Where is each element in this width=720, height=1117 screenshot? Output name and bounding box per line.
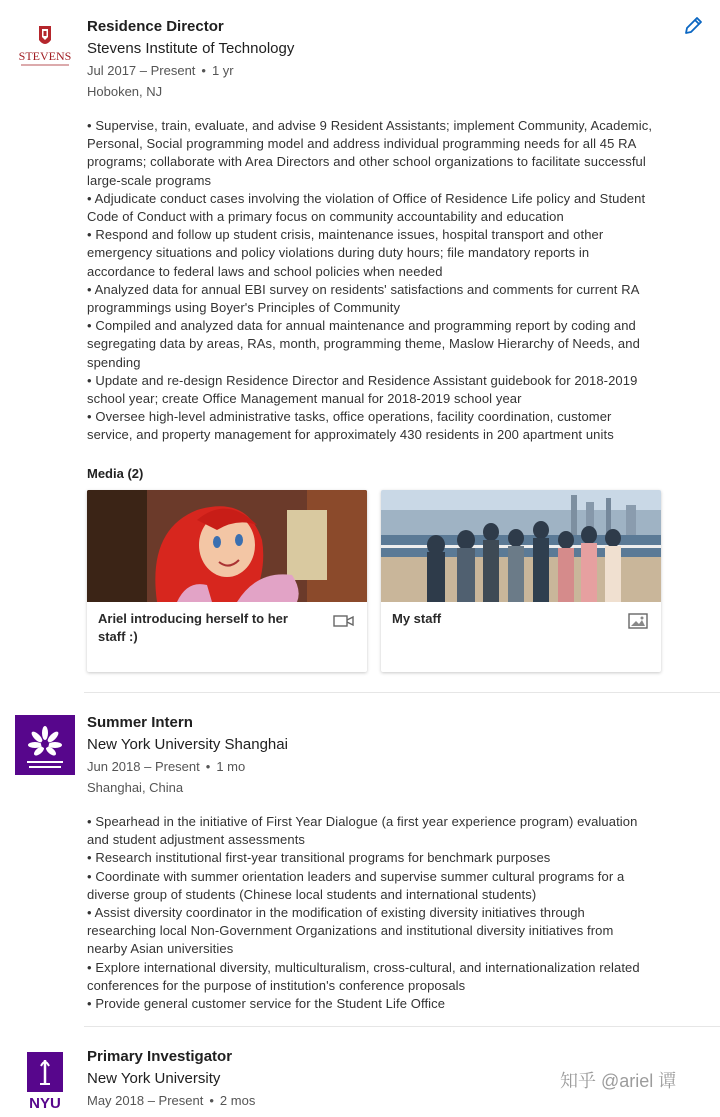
- job-title[interactable]: Residence Director: [87, 18, 224, 35]
- media-caption[interactable]: Ariel introducing herself to her staff :): [98, 611, 288, 644]
- job-description: [87, 117, 657, 445]
- nyu-logo[interactable]: [15, 1052, 75, 1112]
- company-name[interactable]: New York University Shanghai: [87, 736, 288, 753]
- ariel-thumbnail[interactable]: [87, 490, 367, 602]
- description-bullet: • Coordinate with summer orientation leaders and supervise summer cultural programs for a diverse group of students (Chinese local students and international students): [87, 868, 625, 902]
- description-bullet: • Respond and follow up student crisis, maintenance issues, hospital transport and other emergency situations and policy violations during duty hours; file mandatory reports in accordance to federal laws and school policies when needed: [87, 227, 604, 279]
- location: Hoboken, NJ: [87, 84, 163, 99]
- description-bullet: • Compiled and analyzed data for annual maintenance and programming report by coding and segregating data by areas, RAs, month, programming theme, Maslow Hierarchy of Needs, and spending: [87, 318, 640, 370]
- date-range: Jul 2017 – Present • 1 yr: [87, 63, 234, 78]
- description-bullet: • Assist diversity coordinator in the modification of existing diversity initiatives through researching local Non-Government Organizations and institutional diversity initiatives from nearby Asian universities: [87, 905, 614, 957]
- svg-text:STEVENS: STEVENS: [18, 49, 72, 63]
- description-bullet: • Supervise, train, evaluate, and advise 9 Resident Assistants; implement Community, Academic, Personal, Social programming model and address individual programming needs for all 45 RA programs; collaborate with Area Directors and other school organizations to facilitate successful large-scale programs: [87, 118, 653, 188]
- divider: [84, 692, 720, 693]
- nyu-shanghai-logo[interactable]: [15, 715, 75, 775]
- media-heading: Media (2): [87, 466, 144, 481]
- location: Shanghai, China: [87, 780, 184, 795]
- description-bullet: • Adjudicate conduct cases involving the violation of Office of Residence Life policy and Student Code of Conduct with a primary focus on community accountability and education: [87, 190, 646, 225]
- company-name[interactable]: Stevens Institute of Technology: [87, 40, 295, 57]
- description-bullet: • Update and re-design Residence Director and Residence Assistant guidebook for 2018-2019 school year; create Office Management manual for 2018-2019 school year: [87, 372, 638, 407]
- job-title[interactable]: Primary Investigator: [87, 1048, 233, 1065]
- image-icon: [627, 613, 649, 629]
- description-bullet: • Oversee high-level administrative tasks, office operations, facility coordination, customer service, and property management for approximately 430 residents in 200 apartment units: [87, 409, 614, 443]
- description-bullet: • Research institutional first-year transitional programs for benchmark purposes: [87, 850, 551, 866]
- job-title[interactable]: Summer Intern: [87, 714, 193, 731]
- description-bullet: • Provide general customer service for the Student Life Office: [87, 996, 446, 1012]
- media-caption[interactable]: My staff: [392, 611, 442, 626]
- video-icon: [333, 613, 355, 629]
- media-card-image[interactable]: [381, 490, 661, 672]
- description-bullet: • Explore international diversity, multiculturalism, cross-cultural, and internationalization related conferences for the purpose of institution's conference proposals: [87, 959, 640, 993]
- duration: 1 mo: [216, 759, 246, 774]
- edit-pencil-icon[interactable]: [681, 14, 705, 38]
- staff-photo-thumbnail[interactable]: [381, 490, 661, 602]
- divider: [84, 1026, 720, 1027]
- description-bullet: • Spearhead in the initiative of First Year Dialogue (a first year experience program) evaluation and student adjustment assessments: [87, 814, 638, 848]
- date-range: May 2018 – Present • 2 mos: [87, 1093, 256, 1108]
- description-bullet: • Analyzed data for annual EBI survey on residents' satisfactions and comments for current RA programmings using Boyer's Principles of Community: [87, 281, 639, 316]
- stevens-logo[interactable]: [15, 22, 75, 82]
- svg-text:NYU: NYU: [29, 1095, 61, 1112]
- company-name[interactable]: New York University: [87, 1070, 221, 1087]
- media-card-video[interactable]: [87, 490, 367, 672]
- watermark: 知乎 @ariel 谭: [560, 1071, 677, 1091]
- date-range: Jun 2018 – Present • 1 mo: [87, 759, 246, 774]
- job-description: [87, 813, 657, 1013]
- duration: 2 mos: [219, 1093, 256, 1108]
- duration: 1 yr: [211, 63, 234, 78]
